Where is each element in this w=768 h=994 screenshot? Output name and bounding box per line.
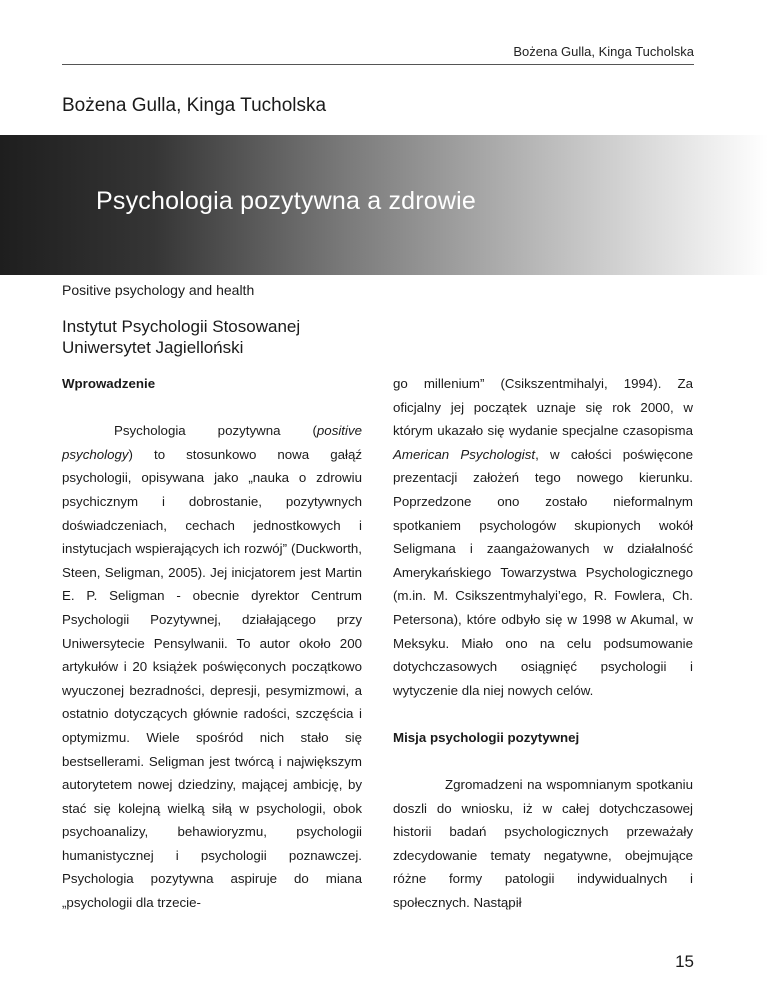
- emphasis-term: positive psychology: [62, 423, 362, 462]
- right-column: [393, 372, 693, 915]
- introduction-paragraph: [62, 419, 362, 914]
- article-subtitle: Positive psychology and health: [62, 282, 255, 298]
- article-title: Psychologia pozytywna a zdrowie: [96, 187, 477, 215]
- continued-paragraph: [393, 372, 693, 702]
- affiliation-university: Uniwersytet Jagielloński: [62, 338, 244, 357]
- article-authors: Bożena Gulla, Kinga Tucholska: [62, 95, 327, 116]
- section-heading-mission: Misja psychologii pozytywnej: [393, 729, 580, 745]
- paragraph-text: ) to stosunkowo nowa gałąź psychologii, opisywana jako „nauka o zdrowiu psychicznym i dobrostanie, pozytywnych doświadczeniach, cechach jednostkowych i instytucjach wspierających ich rozwój” (Duckworth, Steen, Seligman, 2005). Jej inicjatorem jest Martin E. P. Seligman - obecnie dyrektor Centrum Psychologii Pozytywnej, działającego przy Uniwersytecie Pensylwanii. To autor około 200 artykułów i 20 książek poświęconych początkowo wyuczonej bezradności, depresji, pesymizmowi, a ostatnio dotyczących głównie radości, szczęścia i optymizmu. Wiele spośród nich stało się bestsellerami. Seligman jest twórcą i największym autorytetem nowej dziedziny, mającej ambicję, by stać się kolejną wielką siłą w psychologii, obok psychoanalizy, behawioryzmu, psychologii humanistycznej i psychologii poznawczej. Psychologia pozytywna aspiruje do miana „psychologii dla trzecie-: [62, 446, 362, 911]
- affiliation-institute: Instytut Psychologii Stosowanej: [62, 317, 301, 336]
- header-rule: [62, 64, 694, 65]
- mission-paragraph: Zgromadzeni na wspomnianym spotkaniu doszli do wniosku, iż w całej dotychczasowej historii badań psychologicznych przeważały zdecydowanie tematy negatywne, obejmujące różne formy patologii indywidualnych i społecznych. Nastąpił: [393, 777, 693, 911]
- left-column: [62, 372, 362, 915]
- section-heading-introduction: Wprowadzenie: [62, 376, 156, 391]
- paragraph-text: Psychologia pozytywna (: [114, 423, 317, 439]
- running-head: Bożena Gulla, Kinga Tucholska: [513, 44, 694, 59]
- page-number: 15: [675, 952, 694, 971]
- paragraph-text: , w całości poświęcone prezentacji założeń tego nowego kierunku. Poprzedzone ono zostało nieformalnym spotkaniem psychologów skupionych wokół Seligmana i zaangażowanych w działalność Amerykańskiego Towarzystwa Psychologicznego (m.in. M. Csikszentmyhalyi’ego, R. Fowlera, Ch. Petersona), które odbyło się w 1998 w Akumal, w Meksyku. Miało ono na celu podsumowanie dotychczasowych osiągnięć psychologii i wytyczenie dla niej nowych celów.: [393, 446, 693, 698]
- journal-name: American Psychologist: [393, 446, 536, 462]
- paragraph-text: go millenium” (Csikszentmihalyi, 1994). Za oficjalny jej początek uznaje się rok 2000, w którym ukazało się wydanie specjalne czasopisma: [393, 376, 693, 439]
- affiliation: [62, 316, 300, 358]
